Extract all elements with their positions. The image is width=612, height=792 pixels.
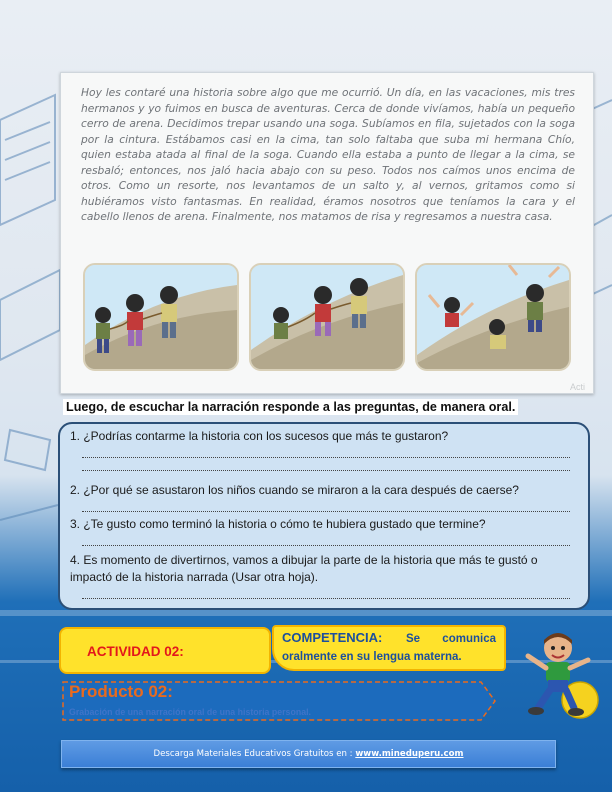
- answer-line: [82, 533, 570, 546]
- activity-label: ACTIVIDAD 02:: [87, 644, 184, 659]
- answer-line: [82, 458, 570, 471]
- question-4: [70, 552, 570, 599]
- instruction-heading: Luego, de escuchar la narración responde a las preguntas, de manera oral.: [63, 399, 518, 415]
- product-text: Grabación de una narración oral de una historia personal.: [69, 707, 311, 717]
- footer-text: Descarga Materiales Educativos Gratuitos en :: [153, 749, 356, 759]
- card-footer-fragment: Acti: [569, 382, 585, 392]
- kid-on-ball-illustration: [518, 628, 608, 720]
- competence-title: COMPETENCIA:: [282, 630, 383, 645]
- answer-line: [82, 445, 570, 458]
- illustration-falling-together: [415, 263, 571, 371]
- question-3: [70, 516, 570, 546]
- answer-line: [82, 499, 570, 512]
- question-1-text: 1. ¿Podrías contarme la historia con los sucesos que más te gustaron?: [70, 429, 449, 443]
- competence-text: Se comunica oralmente en su lengua materna.: [282, 633, 496, 663]
- product-box: [61, 680, 497, 722]
- product-title: Producto 02:: [69, 682, 173, 701]
- story-text: Hoy les contaré una historia sobre algo que me ocurrió. Un día, en las vacaciones, mis tres hermanos y yo fuimos en busca de aventuras. Cerca de donde vivíamos, había un pequeño cerro de arena. Decidimos trepar usando una soga. Subíamos en fila, sujetados con la soga por la cintura. Estábamos casi en la cima, tan solo faltaba que suba mi hermana Chío, quien estaba atada al final de la soga. Cuando ella estaba a punto de llegar a la cima, se resbaló; entonces, nos jaló hacia abajo con su peso. Todos nos caímos unos encima de otros. Como un resorte, nos levantamos de un salto y, al vernos, gritamos como si hubiéramos visto fantasmas. En realidad, éramos nosotros que teníamos la cara y el cabello llenos de arena. Finalmente, nos matamos de risa y regresamos a nuestra casa.: [81, 86, 575, 223]
- question-4-text: 4. Es momento de divertirnos, vamos a dibujar la parte de la historia que más te gustó o impactó de la historia narrada (Usar otra hoja).: [70, 553, 538, 584]
- footer-banner: [61, 740, 556, 768]
- question-3-text: 3. ¿Te gusto como terminó la historia o cómo te hubiera gustado que termine?: [70, 517, 486, 531]
- illustration-sliding-down: [249, 263, 405, 371]
- answer-line: [82, 586, 570, 599]
- question-1: [70, 428, 570, 471]
- questions-box: [58, 422, 590, 610]
- activity-box: [59, 627, 271, 674]
- illustration-climbing-up: [83, 263, 239, 371]
- footer-link[interactable]: www.mineduperu.com: [355, 749, 464, 759]
- question-2: [70, 482, 570, 512]
- competence-box: [272, 625, 506, 671]
- question-2-text: 2. ¿Por qué se asustaron los niños cuando se miraron a la cara después de caerse?: [70, 483, 519, 497]
- story-card: [60, 72, 594, 394]
